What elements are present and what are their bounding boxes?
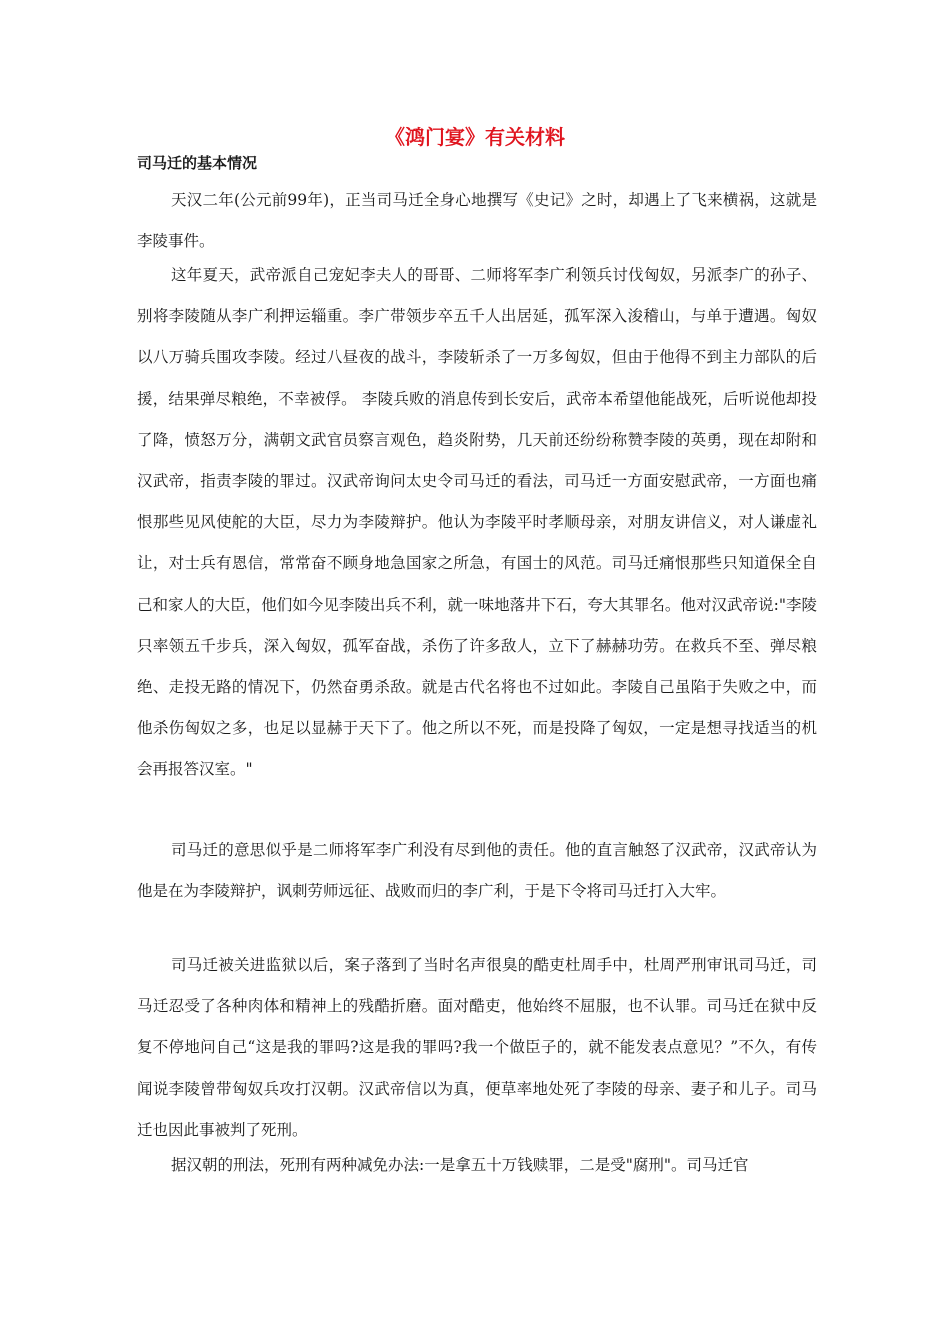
paragraph-4: 司马迁被关进监狱以后，案子落到了当时名声很臭的酷吏杜周手中，杜周严刑审讯司马迁，司马迁忍受了各种肉体和精神上的残酷折磨。面对酷吏，他始终不屈服，也不认罪。司马迁在狱中反复不停地问自己“这是我的罪吗?这是我的罪吗?我一个做臣子的，就不能发表点意见？”不久，有传闻说李陵曾带匈奴兵攻打汉朝。汉武帝信以为真，便草率地处死了李陵的母亲、妻子和儿子。司马迁也因此事被判了死刑。 [137, 956, 817, 1139]
paragraph-5: 据汉朝的刑法，死刑有两种减免办法:一是拿五十万钱赎罪，二是受"腐刑"。司马迁官 [171, 1156, 749, 1174]
paragraph-3: 司马迁的意思似乎是二师将军李广利没有尽到他的责任。他的直言触怒了汉武帝，汉武帝认为他是在为李陵辩护，讽刺劳师远征、战败而归的李广利，于是下令将司马迁打入大牢。 [137, 841, 817, 901]
paragraph-2: 这年夏天，武帝派自己宠妃李夫人的哥哥、二师将军李广利领兵讨伐匈奴，另派李广的孙子、别将李陵随从李广利押运辎重。李广带领步卒五千人出居延，孤军深入浚稽山，与单于遭遇。匈奴以八万骑兵围攻李陵。经过八昼夜的战斗，李陵斩杀了一万多匈奴，但由于他得不到主力部队的后援，结果弹尽粮绝，不幸被俘。 李陵兵败的消息传到长安后，武帝本希望他能战死，后听说他却投了降，愤怒万分，满朝文武官员察言观色，趋炎附势，几天前还纷纷称赞李陵的英勇，现在却附和汉武帝，指责李陵的罪过。汉武帝询问太史令司马迁的看法，司马迁一方面安慰武帝，一方面也痛恨那些见风使舵的大臣，尽力为李陵辩护。他认为李陵平时孝顺母亲，对朋友讲信义，对人谦虚礼让，对士兵有恩信，常常奋不顾身地急国家之所急，有国士的风范。司马迁痛恨那些只知道保全自己和家人的大臣，他们如今见李陵出兵不利，就一味地落井下石，夸大其罪名。他对汉武帝说:"李陵只率领五千步兵，深入匈奴，孤军奋战，杀伤了许多敌人，立下了赫赫功劳。在救兵不至、弹尽粮绝、走投无路的情况下，仍然奋勇杀敌。就是古代名将也不过如此。李陵自己虽陷于失败之中，而他杀伤匈奴之多，也足以显赫于天下了。他之所以不死，而是投降了匈奴，一定是想寻找适当的机会再报答汉室。" [137, 266, 817, 779]
section-heading: 司马迁的基本情况 [137, 154, 258, 172]
document-title: 《鸿门宴》有关材料 [385, 125, 565, 149]
paragraph-1: 天汉二年(公元前99年)，正当司马迁全身心地撰写《史记》之时，却遇上了飞来横祸，这就是李陵事件。 [137, 191, 817, 251]
